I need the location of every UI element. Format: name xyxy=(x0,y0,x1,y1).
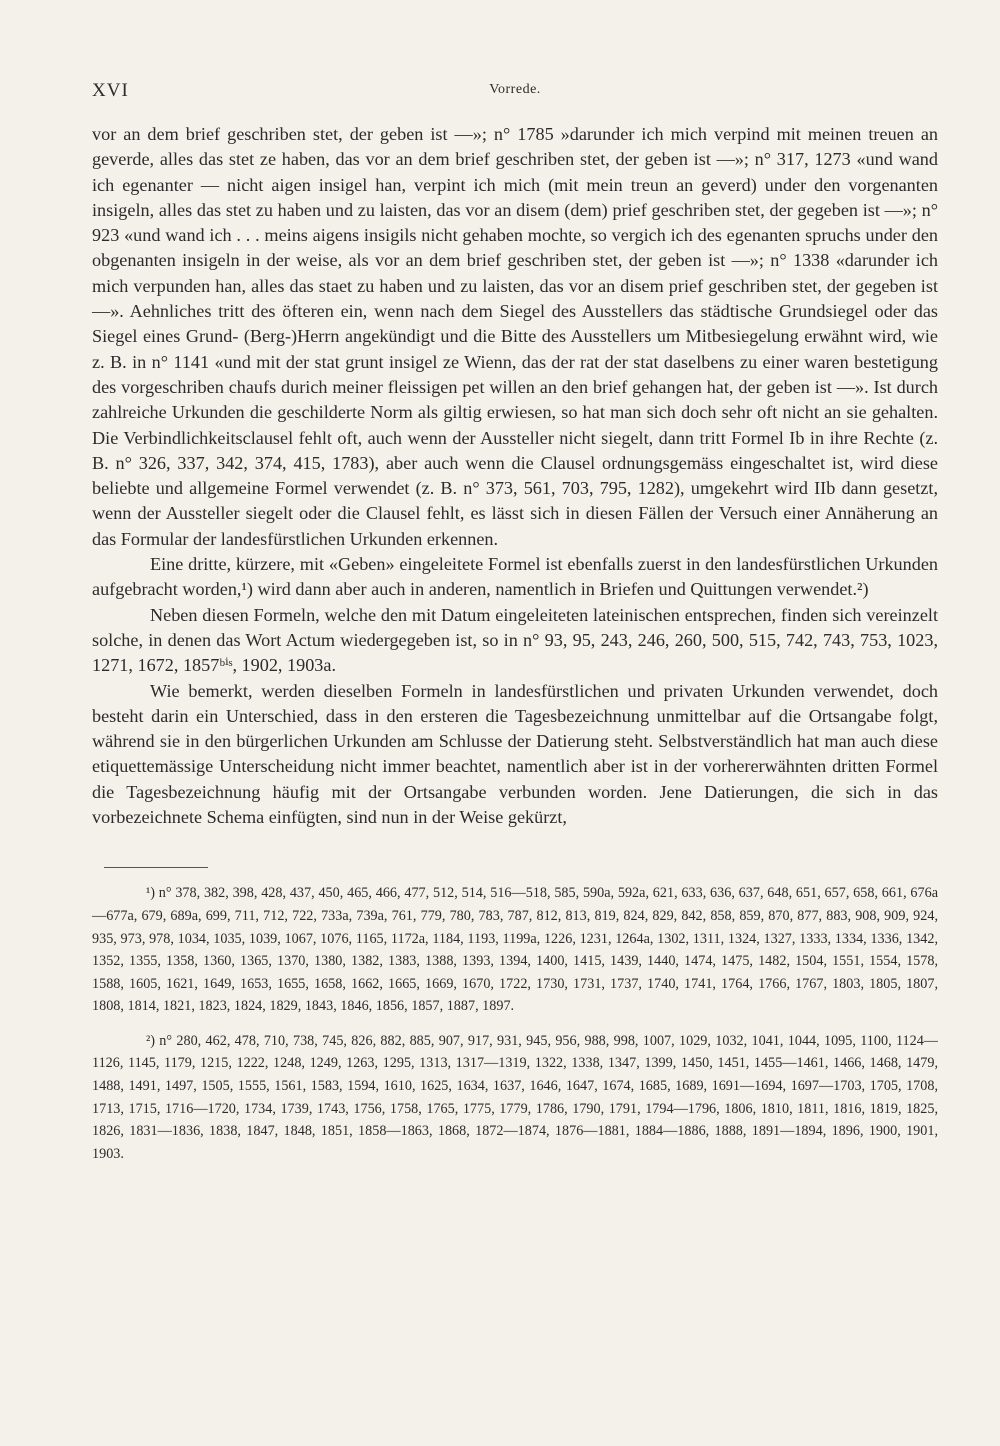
footnote-divider xyxy=(104,867,208,868)
body-text xyxy=(92,122,938,830)
paragraph-continued: vor an dem brief geschriben stet, der geben ist —»; n° 1785 »darunder ich mich verpind mit meinen treuen an geverde, alles das stet ze haben, das vor an dem brief geschriben stet, der geben ist —»; n° 317, 1273 «und wand ich egenanter — nicht aigen insigel han, verpint ich mich (mit mein treun an geverd) under den vorgenanten insigeln, alles das stet zu haben und zu laisten, das vor an disem (dem) prief geschriben stet, der gegeben ist —»; n° 923 «und wand ich . . . meins aigens insigils nicht gehaben mochte, so vergich ich des egenanten spruchs under den obgenanten insigeln in der weise, als vor an dem brief geschriben stet, der geben ist —»; n° 1338 «darunder ich mich verpunden han, alles das staet zu haben und zu laisten, das vor an disem prief geschriben stet, der gegeben ist —». Aehnliches tritt des öfteren ein, wenn nach dem Siegel des Ausstellers das städtische Grundsiegel oder das Siegel eines Grund- (Berg-)Herrn angekündigt und die Bitte des Ausstellers um Mitbesiegelung erwähnt wird, wie z. B. in n° 1141 «und mit der stat grunt insigel ze Wienn, das der rat der stat daselbens zu einer waren bestetigung des vorgeschriben chaufs durich meiner fleissigen pet willen an den brief gehangen hat, der geben ist —». Ist durch zahlreiche Urkunden die geschilderte Norm als giltig erwiesen, so hat man sich doch sehr oft nicht an sie gehalten. Die Verbindlichkeitsclausel fehlt oft, auch wenn der Aussteller nicht siegelt, dann tritt Formel Ib in ihre Rechte (z. B. n° 326, 337, 342, 374, 415, 1783), aber auch wenn die Clausel ordnungsgemäss eingeschaltet ist, wird diese beliebte und allgemeine Formel verwendet (z. B. n° 373, 561, 703, 795, 1282), umgekehrt wird IIb dann gesetzt, wenn der Aussteller siegelt oder die Clausel fehlt, es lässt sich in diesen Fällen der Versuch einer Annäherung an das Formular der landesfürstlichen Urkunden erkennen. xyxy=(92,124,938,549)
paragraph-third-formula: Eine dritte, kürzere, mit «Geben» eingeleitete Formel ist ebenfalls zuerst in den landesfürstlichen Urkunden aufgebracht worden,¹) wird dann aber auch in anderen, namentlich in Briefen und Quittungen verwendet.²) xyxy=(92,554,938,600)
running-head xyxy=(92,80,938,116)
book-page xyxy=(92,80,938,1177)
footnotes xyxy=(92,882,938,1165)
paragraph-date-order: Wie bemerkt, werden dieselben Formeln in landesfürstlichen und privaten Urkunden verwendet, doch besteht darin ein Unterschied, dass in den ersteren die Tagesbezeichnung unmittelbar auf die Ortsangabe folgt, während sie in den bürgerlichen Urkunden am Schlusse der Datierung steht. Selbstverständlich hat man auch diese etiquettemässige Unterscheidung nicht immer beachtet, namentlich aber ist in der vorhererwähnten dritten Formel die Tagesbezeichnung häufig mit der Ortsangabe verbunden worden. Jene Datierungen, die sich in das vorbezeichnete Schema einfügten, sind nun in der Weise gekürzt, xyxy=(92,680,938,828)
footnote-2: ²) n° 280, 462, 478, 710, 738, 745, 826, 882, 885, 907, 917, 931, 945, 956, 988, 998, 1007, 1029, 1032, 1041, 1044, 1095, 1100, 1124—1126, 1145, 1179, 1215, 1222, 1248, 1249, 1263, 1295, 1313, 1317—1319, 1322, 1338, 1347, 1399, 1450, 1451, 1455—1461, 1466, 1468, 1479, 1488, 1491, 1497, 1505, 1555, 1561, 1583, 1594, 1610, 1625, 1634, 1637, 1646, 1647, 1674, 1685, 1689, 1691—1694, 1697—1703, 1705, 1708, 1713, 1715, 1716—1720, 1734, 1739, 1743, 1756, 1758, 1765, 1775, 1779, 1786, 1790, 1791, 1794—1796, 1806, 1810, 1811, 1816, 1819, 1825, 1826, 1831—1836, 1838, 1847, 1848, 1851, 1858—1863, 1868, 1872—1874, 1876—1881, 1884—1886, 1888, 1891—1894, 1896, 1900, 1901, 1903. xyxy=(92,1032,938,1162)
paragraph-actum: Neben diesen Formeln, welche den mit Datum eingeleiteten lateinischen entsprechen, finden sich vereinzelt solche, in denen das Wort Actum wiedergegeben ist, so in n° 93, 95, 243, 246, 260, 500, 515, 742, 743, 753, 1023, 1271, 1672, 1857ᵇⁱˢ, 1902, 1903a. xyxy=(92,604,938,676)
page-number: XVI xyxy=(92,80,129,101)
running-title: Vorrede. xyxy=(489,82,541,97)
footnote-1: ¹) n° 378, 382, 398, 428, 437, 450, 465, 466, 477, 512, 514, 516—518, 585, 590a, 592a, 621, 633, 636, 637, 648, 651, 657, 658, 661, 676a—677a, 679, 689a, 699, 711, 712, 722, 733a, 739a, 761, 779, 780, 783, 787, 812, 813, 819, 824, 829, 842, 858, 859, 870, 877, 883, 908, 909, 924, 935, 973, 978, 1034, 1035, 1039, 1067, 1076, 1165, 1172a, 1184, 1193, 1199a, 1226, 1231, 1264a, 1302, 1311, 1324, 1327, 1333, 1334, 1336, 1342, 1352, 1355, 1358, 1360, 1365, 1370, 1380, 1382, 1383, 1388, 1393, 1394, 1400, 1415, 1439, 1440, 1474, 1475, 1482, 1504, 1551, 1554, 1578, 1588, 1605, 1621, 1649, 1653, 1655, 1658, 1662, 1665, 1669, 1670, 1722, 1730, 1731, 1737, 1740, 1741, 1764, 1766, 1767, 1803, 1805, 1807, 1808, 1814, 1821, 1823, 1824, 1829, 1843, 1846, 1856, 1857, 1887, 1897. xyxy=(92,885,938,1015)
